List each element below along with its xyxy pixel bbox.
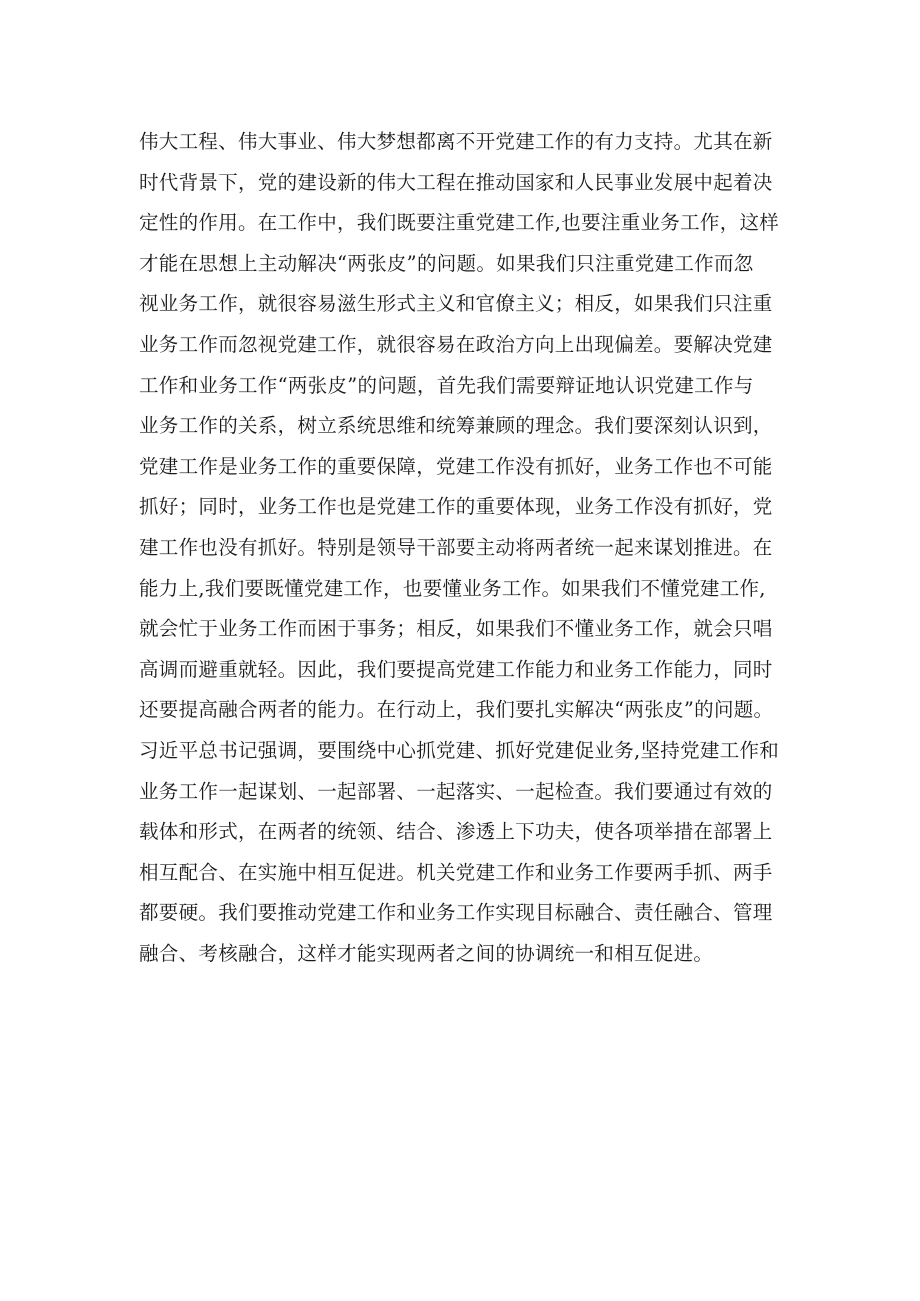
paragraph-line: 相互配合、在实施中相互促进。机关党建工作和业务工作要两手抓、两手 — [139, 860, 773, 884]
paragraph-line: 建工作也没有抓好。特别是领导干部要主动将两者统一起来谋划推进。在 — [139, 535, 773, 559]
paragraph-line: 都要硬。我们要推动党建工作和业务工作实现目标融合、责任融合、管理 — [139, 901, 773, 925]
paragraph-line: 时代背景下，党的建设新的伟大工程在推动国家和人民事业发展中起着决 — [139, 170, 773, 194]
paragraph-line: 习近平总书记强调，要围绕中心抓党建、抓好党建促业务,坚持党建工作和 — [139, 738, 780, 762]
paragraph-line: 融合、考核融合，这样才能实现两者之间的协调统一和相互促进。 — [139, 941, 714, 965]
paragraph-line: 业务工作而忽视党建工作，就很容易在政治方向上出现偏差。要解决党建 — [139, 332, 773, 356]
paragraph-line: 高调而避重就轻。因此，我们要提高党建工作能力和业务工作能力，同时 — [139, 657, 773, 681]
paragraph-line: 视业务工作，就很容易滋生形式主义和官僚主义；相反，如果我们只注重 — [139, 292, 773, 316]
paragraph-line: 就会忙于业务工作而困于事务；相反，如果我们不懂业务工作，就会只唱 — [139, 617, 773, 641]
paragraph-line: 党建工作是业务工作的重要保障，党建工作没有抓好，业务工作也不可能 — [139, 454, 773, 478]
paragraph-line: 伟大工程、伟大事业、伟大梦想都离不开党建工作的有力支持。尤其在新 — [139, 130, 773, 153]
paragraph-line: 才能在思想上主动解决“两张皮”的问题。如果我们只注重党建工作而忽 — [139, 251, 754, 275]
paragraph-line: 还要提高融合两者的能力。在行动上，我们要扎实解决“两张皮”的问题。 — [139, 698, 774, 722]
paragraph-line: 载体和形式，在两者的统领、结合、渗透上下功夫，使各项举措在部署上 — [139, 820, 773, 844]
paragraph-line: 业务工作的关系，树立系统思维和统筹兼顾的理念。我们要深刻认识到， — [139, 414, 773, 438]
paragraph-line: 定性的作用。在工作中，我们既要注重党建工作,也要注重业务工作，这样 — [139, 211, 780, 235]
paragraph-line: 业务工作一起谋划、一起部署、一起落实、一起检查。我们要通过有效的 — [139, 779, 773, 803]
paragraph-line: 工作和业务工作“两张皮”的问题，首先我们需要辩证地认识党建工作与 — [139, 373, 754, 397]
paragraph-line: 能力上,我们要既懂党建工作，也要懂业务工作。如果我们不懂党建工作, — [139, 576, 766, 600]
body-paragraph — [139, 122, 809, 974]
paragraph-line: 抓好；同时，业务工作也是党建工作的重要体现，业务工作没有抓好，党 — [139, 495, 773, 519]
